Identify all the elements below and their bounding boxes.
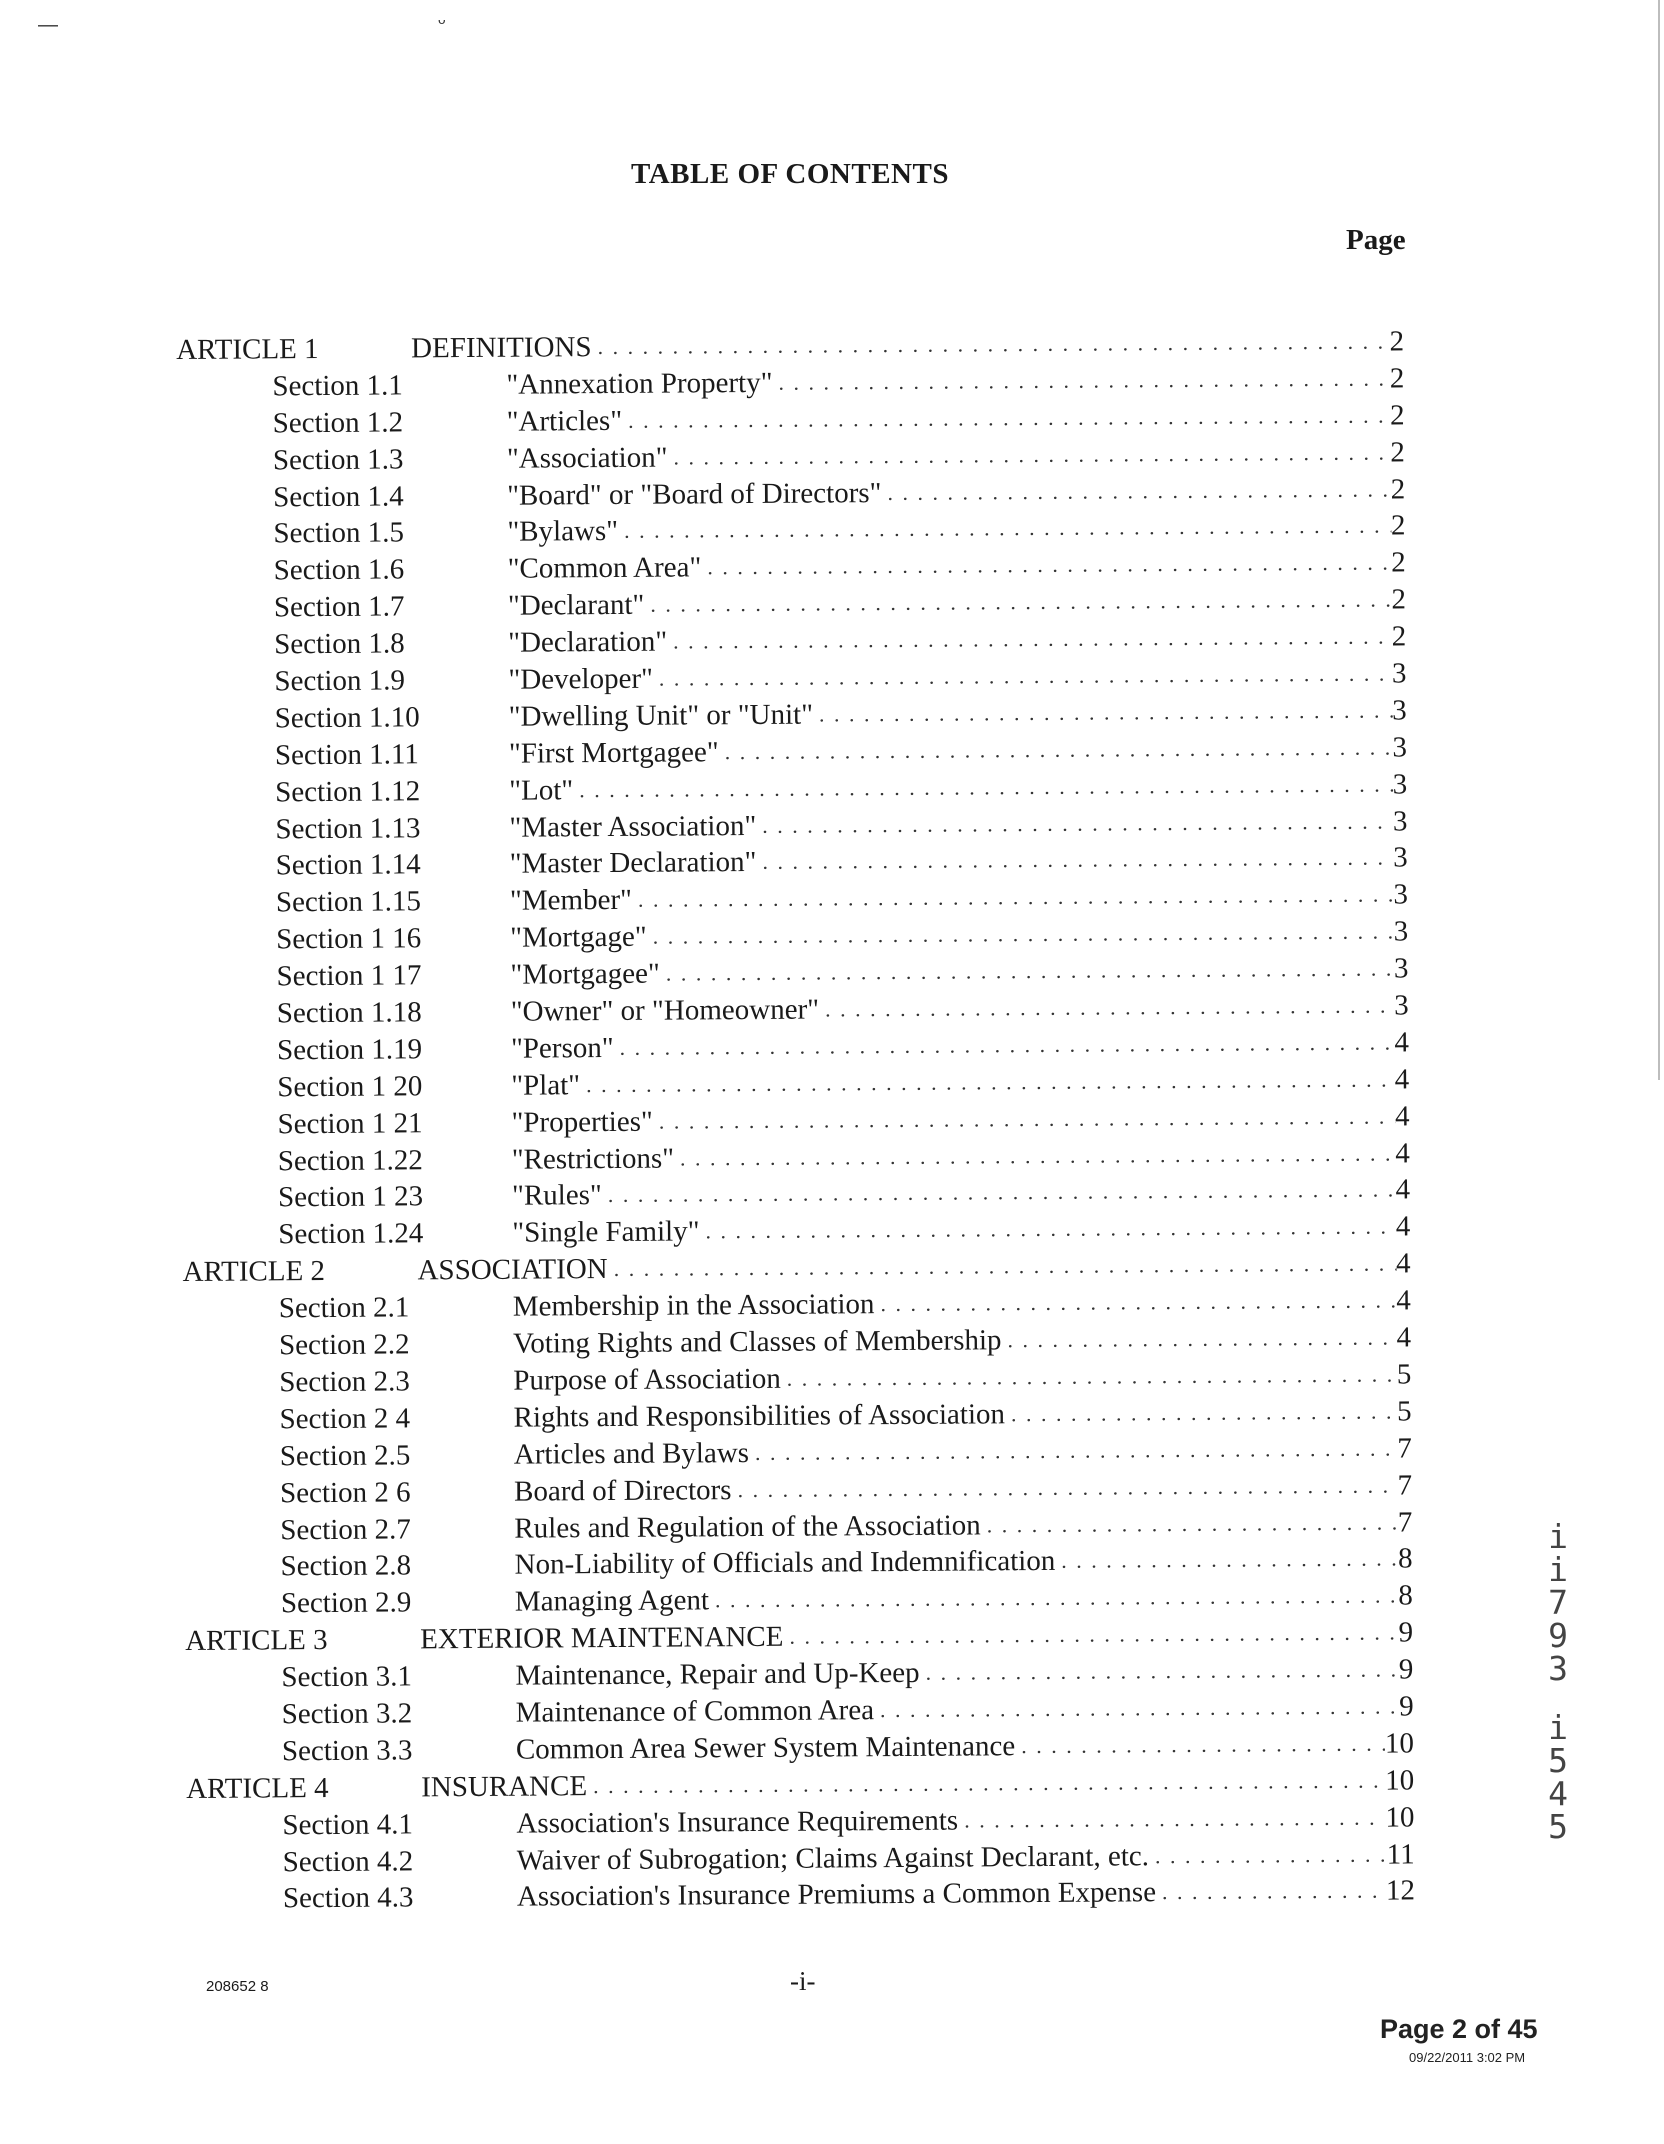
toc-entry-number: ARTICLE 4 [186,1771,329,1805]
toc-entry-page: 2 [1389,362,1405,395]
toc-entry-page: 4 [1395,1137,1410,1170]
toc-entry-page: 3 [1393,878,1409,911]
toc-entry-title: "Association" [506,441,668,475]
toc-entry-number: Section 1.14 [275,848,421,882]
scan-edge-line [1658,0,1660,1080]
toc-entry-number: Section 1 16 [276,922,422,956]
toc-entry-title: "Lot" [509,773,574,807]
toc-entry-page: 11 [1386,1837,1415,1871]
stamp-digit: 5 [1548,1741,1568,1780]
toc-leader-dots [813,692,1392,733]
toc-entry-title: "Rules" [511,1179,602,1213]
toc-entry-line [512,1172,1410,1215]
toc-entry-page: 7 [1397,1432,1412,1465]
toc-entry-page: 7 [1397,1505,1413,1538]
toc-entry-page: 9 [1398,1653,1414,1686]
toc-entry-page: 2 [1389,325,1405,358]
toc-entry-number: Section 2.7 [280,1512,411,1546]
toc-entry-line [507,397,1405,440]
toc-entry-page: 10 [1385,1764,1415,1797]
toc-leader-dots [919,1652,1399,1692]
toc-entry-number: Section 1.12 [275,774,421,809]
toc-entry-line [516,1725,1414,1768]
toc-leader-dots [618,508,1391,550]
toc-entry-title: Association's Insurance Requirements [516,1804,959,1840]
toc-entry-line [510,840,1408,883]
toc-leader-dots [644,582,1391,624]
toc-leader-dots [981,1504,1398,1544]
toc-entry-line [516,1688,1414,1731]
toc-entry-page: 7 [1397,1469,1413,1502]
toc-entry-page: 3 [1392,768,1408,801]
toc-entry-title: Association's Insurance Premiums a Common Expense [516,1876,1157,1914]
toc-leader-dots [701,545,1391,587]
toc-entry-number: Section 1.4 [273,479,404,513]
toc-leader-dots [731,1467,1397,1509]
toc-entry-title: "Mortgage" [510,920,647,954]
toc-entry-page: 4 [1395,1173,1411,1206]
toc-entry-title: Managing Agent [514,1584,710,1618]
toc-entry-page: 3 [1392,731,1408,764]
toc-entry-page: 8 [1397,1542,1413,1575]
toc-entry-page: 9 [1398,1616,1414,1649]
toc-entry-number: ARTICLE 3 [185,1624,328,1658]
toc-entry-page: 2 [1390,509,1406,542]
toc-entry-line [513,1356,1411,1399]
toc-entry-page: 5 [1396,1358,1412,1391]
toc-entry-title: "Restrictions" [511,1142,675,1176]
toc-leader-dots [881,471,1390,511]
toc-entry-page: 5 [1396,1395,1412,1428]
toc-entry-page: 2 [1390,436,1405,469]
toc-entry-number: Section 3.3 [281,1734,413,1768]
toc-entry-line [510,877,1408,920]
toc-leader-dots [874,1688,1399,1729]
toc-leader-dots [1001,1320,1396,1360]
toc-entry-line [515,1578,1413,1621]
toc-entry-number: Section 4.2 [282,1844,414,1878]
toc-entry-line [514,1504,1412,1547]
toc-entry-line [511,987,1409,1030]
toc-entry-page: 3 [1392,804,1408,838]
toc-entry-title: INSURANCE [421,1769,588,1804]
toc-entry-number: Section 1.6 [273,553,405,587]
toc-leader-dots [580,1061,1395,1104]
toc-entry-line [517,1836,1415,1879]
toc-leader-dots [1055,1541,1398,1580]
toc-entry-number: Section 1.24 [278,1217,424,1251]
toc-entry-number: Section 1 21 [277,1107,423,1141]
toc-entry-number: Section 1.11 [274,738,419,772]
toc-leader-dots [756,840,1393,881]
toc-entry-number: Section 2.9 [280,1586,412,1620]
toc-entry-line [507,508,1405,551]
toc-leader-dots [622,397,1390,439]
toc-entry-page: 4 [1394,1026,1410,1059]
toc-entry-number: Section 1.10 [274,701,420,735]
toc-entry-line [508,582,1406,625]
toc-entry-number: Section 2.8 [280,1549,412,1583]
toc-entry-page: 3 [1391,657,1407,690]
toc-entry-line [513,1283,1411,1326]
toc-leader-dots [587,1762,1385,1804]
toc-entry-title: Maintenance, Repair and Up-Keep [515,1656,920,1692]
toc-entry-page: 4 [1396,1284,1411,1317]
toc-entry-page: 9 [1399,1690,1414,1723]
toc-entry-line [509,729,1407,772]
toc-entry-title: "Member" [509,884,633,918]
toc-leader-dots [719,729,1393,771]
side-stamp-number [1533,1517,1583,1846]
toc-entry-number: Section 4.1 [282,1808,414,1841]
toc-entry-page: 4 [1396,1321,1412,1354]
toc-leader-dots [699,1209,1396,1251]
toc-entry-page: 3 [1393,841,1408,874]
stamp-digit: i [1548,1517,1568,1556]
toc-leader-dots [573,766,1393,809]
toc-entry-line [508,619,1406,662]
toc-entry-line [515,1651,1413,1694]
recording-page-count: Page 2 of 45 [1380,2014,1538,2044]
toc-entry-page: 4 [1395,1247,1411,1280]
document-id: 208652 8 [206,1978,269,1995]
toc-entry-page: 3 [1394,989,1409,1022]
toc-entry-title: EXTERIOR MAINTENANCE [420,1620,784,1656]
toc-entry-number: Section 1.2 [272,406,404,440]
toc-entry-title: "Owner" or "Homeowner" [510,993,820,1028]
toc-entry-title: "Mortgagee" [510,957,660,991]
toc-entry-page: 3 [1393,915,1409,948]
toc-leader-dots [1015,1725,1385,1764]
toc-entry-title: Articles and Bylaws [513,1436,750,1471]
toc-entry-line [512,1209,1410,1252]
stamp-digit: 5 [1548,1807,1568,1846]
toc-entry-page: 3 [1393,952,1409,985]
toc-leader-dots [749,1430,1398,1471]
toc-entry-page: 10 [1384,1727,1414,1760]
toc-entry-line [506,360,1404,403]
toc-entry-title: "Declarant" [507,588,645,622]
toc-entry-line [511,1098,1409,1141]
toc-entry-number: Section 1.18 [276,996,422,1030]
toc-entry-title: Rights and Responsibilities of Association [513,1398,1006,1434]
table-of-contents [176,323,1417,1918]
toc-entry-title: "First Mortgagee" [508,736,719,770]
toc-entry-page: 8 [1398,1579,1413,1612]
toc-entry-line [514,1430,1412,1473]
toc-entry-page: 4 [1394,1100,1410,1133]
toc-entry-title: "Single Family" [512,1215,700,1250]
toc-entry-title: "Declaration" [508,625,668,659]
toc-entry-line [511,1061,1409,1104]
toc-leader-dots [756,803,1393,844]
toc-leader-dots [653,1098,1395,1140]
toc-entry-line [507,471,1405,514]
toc-entry-line [509,766,1407,809]
toc-entry-title: ASSOCIATION [417,1253,608,1287]
toc-entry-line [507,434,1405,477]
toc-leader-dots [653,656,1392,698]
toc-entry-line [509,803,1407,846]
toc-leader-dots [1149,1836,1387,1875]
toc-leader-dots [602,1172,1396,1214]
toc-leader-dots [709,1578,1399,1620]
stamp-digit: 4 [1548,1774,1568,1813]
toc-entry-page: 10 [1385,1801,1415,1834]
toc-entry-line [513,1393,1411,1436]
toc-entry-number: Section 2.3 [279,1365,410,1399]
toc-section-row [187,1873,1417,1918]
toc-entry-number: Section 1.8 [274,627,405,661]
toc-entry-title: "Developer" [508,662,653,696]
toc-entry-title: "Bylaws" [507,515,619,549]
toc-entry-line [512,1135,1410,1178]
toc-leader-dots [819,988,1394,1029]
toc-entry-number: Section 2.1 [278,1291,410,1325]
page-title: TABLE OF CONTENTS [631,158,949,190]
scan-mark-left: — [38,14,58,36]
toc-entry-number: Section 1.15 [275,885,422,919]
toc-entry-line [514,1467,1412,1510]
toc-entry-title: Board of Directors [513,1473,732,1508]
toc-entry-number: Section 1.3 [272,443,404,476]
stamp-digit: i [1548,1550,1568,1589]
toc-leader-dots [660,951,1394,993]
toc-entry-number: Section 1.19 [276,1033,423,1067]
toc-leader-dots [614,1024,1395,1066]
toc-leader-dots [772,360,1390,401]
toc-entry-title: "Dwelling Unit" or "Unit" [508,698,814,733]
toc-leader-dots [1005,1393,1397,1433]
toc-entry-page: 2 [1389,399,1405,432]
toc-entry-number: ARTICLE 1 [176,333,319,366]
toc-entry-title: "Properties" [511,1105,653,1139]
toc-entry-title: Rules and Regulation of the Association [514,1508,981,1545]
toc-entry-title: "Common Area" [507,551,702,586]
toc-entry-line [510,914,1408,957]
toc-leader-dots [647,914,1394,956]
stamp-digit: 3 [1548,1649,1568,1688]
toc-entry-line [508,545,1406,588]
toc-entry-title: Common Area Sewer System Maintenance [515,1730,1016,1766]
toc-leader-dots [781,1356,1397,1397]
toc-entry-number: Section 4.3 [282,1881,414,1915]
page-number: -i- [790,1966,816,1996]
toc-entry-page: 2 [1391,583,1407,616]
toc-leader-dots [632,877,1394,919]
toc-entry-number: Section 3.1 [281,1660,413,1694]
stamp-digit: 7 [1548,1583,1568,1622]
toc-entry-page: 2 [1390,472,1406,506]
toc-entry-page: 12 [1385,1874,1416,1907]
toc-entry-page: 4 [1394,1063,1410,1096]
toc-entry-number: Section 3.2 [281,1697,413,1731]
toc-entry-title: Purpose of Association [513,1362,781,1397]
toc-entry-title: Non-Liability of Officials and Indemnification [514,1545,1056,1582]
toc-entry-title: Membership in the Association [512,1288,875,1323]
page-column-label: Page [1346,224,1406,256]
toc-entry-line [510,951,1408,994]
toc-leader-dots [667,434,1390,476]
toc-entry-page: 4 [1395,1210,1411,1243]
toc-leader-dots [608,1246,1397,1288]
toc-entry-line [517,1873,1415,1916]
toc-entry-title: "Person" [510,1031,614,1065]
toc-entry-line [509,692,1407,735]
toc-entry-number: Section 2.5 [279,1439,411,1473]
toc-entry-title: "Plat" [511,1069,581,1102]
toc-entry-title: DEFINITIONS [411,331,592,365]
toc-leader-dots [783,1615,1398,1656]
stamp-digit: 9 [1548,1616,1568,1655]
toc-entry-title: "Board" or "Board of Directors" [507,476,882,512]
toc-entry-number: Section 1.7 [273,590,405,624]
toc-leader-dots [674,1135,1396,1177]
toc-entry-number: Section 1.9 [274,664,406,698]
toc-entry-number: Section 2.2 [278,1328,410,1362]
stamp-digit: i [1548,1708,1568,1747]
toc-leader-dots [667,619,1392,661]
toc-leader-dots [1156,1873,1386,1912]
toc-entry-number: Section 1.5 [273,516,405,550]
toc-entry-number: ARTICLE 2 [182,1255,326,1289]
toc-entry-number: Section 1 20 [277,1070,423,1104]
toc-entry-title: "Articles" [506,404,623,438]
toc-entry-title: "Master Association" [509,809,757,844]
recording-timestamp: 09/22/2011 3:02 PM [1409,2050,1526,2065]
toc-entry-number: Section 2 6 [279,1476,411,1509]
toc-entry-title: Waiver of Subrogation; Claims Against Declarant, etc. [516,1839,1150,1877]
toc-entry-number: Section 2 4 [279,1402,411,1436]
toc-entry-page: 3 [1392,694,1407,727]
toc-entry-number: Section 1.13 [275,811,421,845]
toc-leader-dots [958,1799,1386,1839]
toc-entry-title: Voting Rights and Classes of Membership [512,1324,1002,1360]
toc-entry-title: Maintenance of Common Area [515,1694,875,1729]
toc-entry-page: 2 [1391,546,1406,579]
toc-entry-title: "Master Declaration" [509,846,757,881]
scan-mark-mid: ᵕ [438,12,446,34]
toc-entry-number: Section 1 23 [277,1180,424,1214]
toc-entry-number: Section 1 17 [276,959,422,993]
toc-entry-number: Section 1.1 [272,369,403,403]
toc-entry-title: "Annexation Property" [506,366,773,401]
toc-entry-line [516,1799,1414,1842]
toc-leader-dots [591,324,1389,366]
toc-entry-line [513,1319,1411,1362]
toc-entry-line [508,655,1406,698]
toc-entry-line [511,1024,1409,1067]
toc-entry-line [514,1541,1412,1584]
toc-entry-page: 2 [1391,620,1407,653]
toc-entry-number: Section 1.22 [277,1143,423,1177]
toc-leader-dots [874,1283,1396,1324]
